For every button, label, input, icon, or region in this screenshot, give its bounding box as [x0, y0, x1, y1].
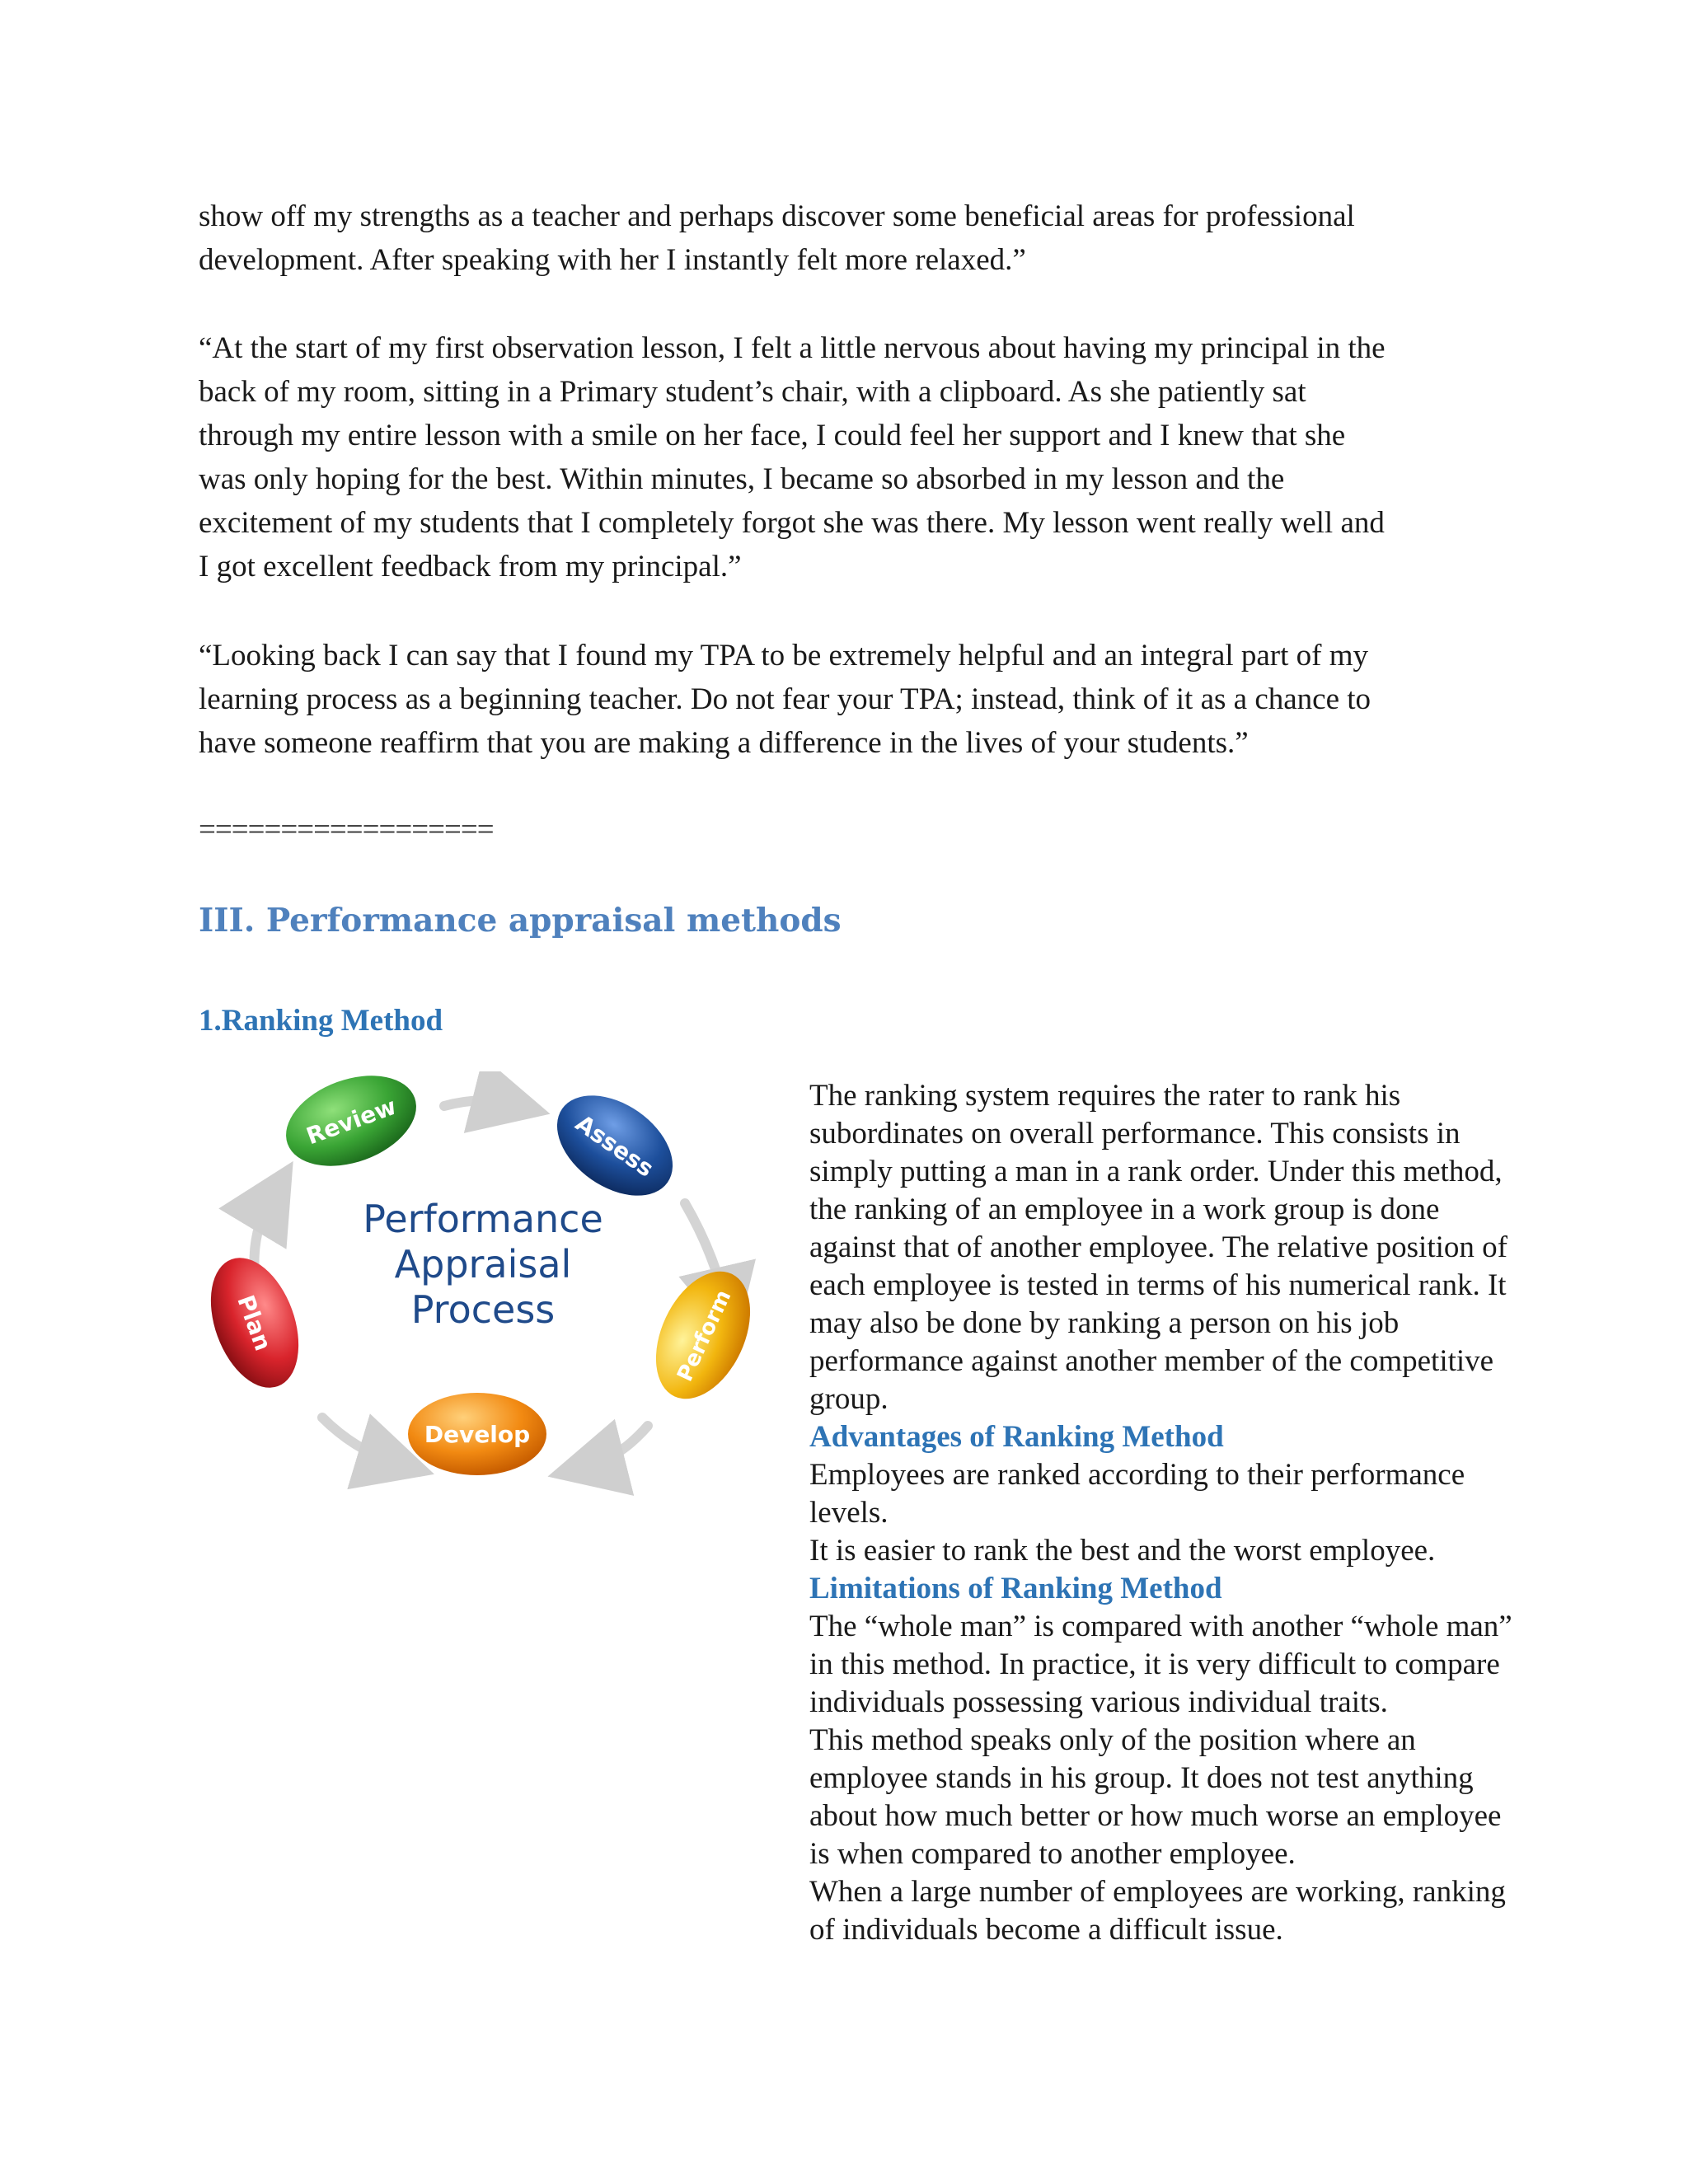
advantages-heading: Advantages of Ranking Method: [809, 1420, 1224, 1454]
limitations-heading: Limitations of Ranking Method: [809, 1572, 1222, 1605]
develop-stage: [408, 1393, 546, 1475]
text-line: back of my room, sitting in a Primary student’s chair, with a clipboard. As she patiently sat: [199, 375, 1306, 409]
text-line: The “whole man” is compared with another “whole man”: [809, 1610, 1512, 1643]
text-line: learning process as a beginning teacher. Do not fear your TPA; instead, think of it as a chance to: [199, 682, 1372, 716]
sub-heading: 1.Ranking Method: [199, 1004, 443, 1038]
plan-label: Plan: [232, 1291, 277, 1355]
text-line: development. After speaking with her I instantly felt more relaxed.”: [199, 243, 1026, 277]
paragraph-looking-back: [199, 634, 1534, 765]
text-line: subordinates on overall performance. This consists in: [809, 1117, 1461, 1151]
process-title-line: Process: [410, 1287, 556, 1332]
text-line: performance against another member of the competitive: [809, 1344, 1494, 1378]
text-line: the ranking of an employee in a work group is done: [809, 1193, 1440, 1226]
text-line: of individuals become a difficult issue.: [809, 1913, 1283, 1947]
paragraph-observation-lesson: [199, 326, 1534, 588]
process-title: [363, 1197, 603, 1332]
plan-stage: [199, 1246, 315, 1400]
text-line: “At the start of my first observation lesson, I felt a little nervous about having my principal in the: [199, 331, 1386, 365]
paragraph-strengths: [199, 194, 1534, 282]
text-line: “Looking back I can say that I found my TPA to be extremely helpful and an integral part of my: [199, 639, 1368, 673]
text-line: excitement of my students that I completely forgot she was there. My lesson went really well and: [199, 506, 1385, 540]
perform-stage: [637, 1257, 769, 1414]
review-stage: [274, 1071, 429, 1183]
text-line: about how much better or how much worse an employee: [809, 1799, 1502, 1833]
text-line: employee stands in his group. It does not test anything: [809, 1761, 1474, 1795]
review-label: Review: [302, 1092, 401, 1151]
text-line: against that of another employee. The relative position of: [809, 1230, 1507, 1264]
text-line: This method speaks only of the position where an: [809, 1723, 1416, 1757]
text-line: in this method. In practice, it is very difficult to compare: [809, 1647, 1500, 1681]
text-line: show off my strengths as a teacher and perhaps discover some beneficial areas for professional: [199, 199, 1355, 233]
section-heading: III. Performance appraisal methods: [199, 902, 842, 940]
text-line: group.: [809, 1382, 889, 1416]
text-line: levels.: [809, 1496, 889, 1530]
text-line: It is easier to rank the best and the worst employee.: [809, 1534, 1436, 1568]
text-line: The ranking system requires the rater to rank his: [809, 1079, 1401, 1113]
section-divider: ==================: [199, 813, 494, 846]
text-line: simply putting a man in a rank order. Under this method,: [809, 1155, 1503, 1188]
text-line: is when compared to another employee.: [809, 1837, 1296, 1871]
process-title-line: Appraisal: [394, 1242, 572, 1286]
ranking-method-description: [809, 1077, 1576, 1949]
develop-label: Develop: [424, 1421, 531, 1448]
assess-stage: [538, 1075, 691, 1216]
performance-appraisal-process-figure: [199, 1071, 776, 1508]
text-line: I got excellent feedback from my principal.”: [199, 550, 742, 583]
text-line: was only hoping for the best. Within minutes, I became so absorbed in my lesson and the: [199, 462, 1285, 496]
process-title-line: Performance: [363, 1197, 603, 1241]
perform-label: Perform: [673, 1286, 737, 1385]
text-line: Employees are ranked according to their performance: [809, 1458, 1465, 1492]
text-line: through my entire lesson with a smile on her face, I could feel her support and I knew that she: [199, 419, 1346, 452]
assess-label: Assess: [570, 1109, 659, 1183]
text-line: individuals possessing various individual traits.: [809, 1685, 1388, 1719]
text-line: have someone reaffirm that you are making a difference in the lives of your students.”: [199, 726, 1249, 760]
text-line: When a large number of employees are working, ranking: [809, 1875, 1506, 1909]
text-line: may also be done by ranking a person on his job: [809, 1306, 1400, 1340]
text-line: each employee is tested in terms of his numerical rank. It: [809, 1268, 1507, 1302]
